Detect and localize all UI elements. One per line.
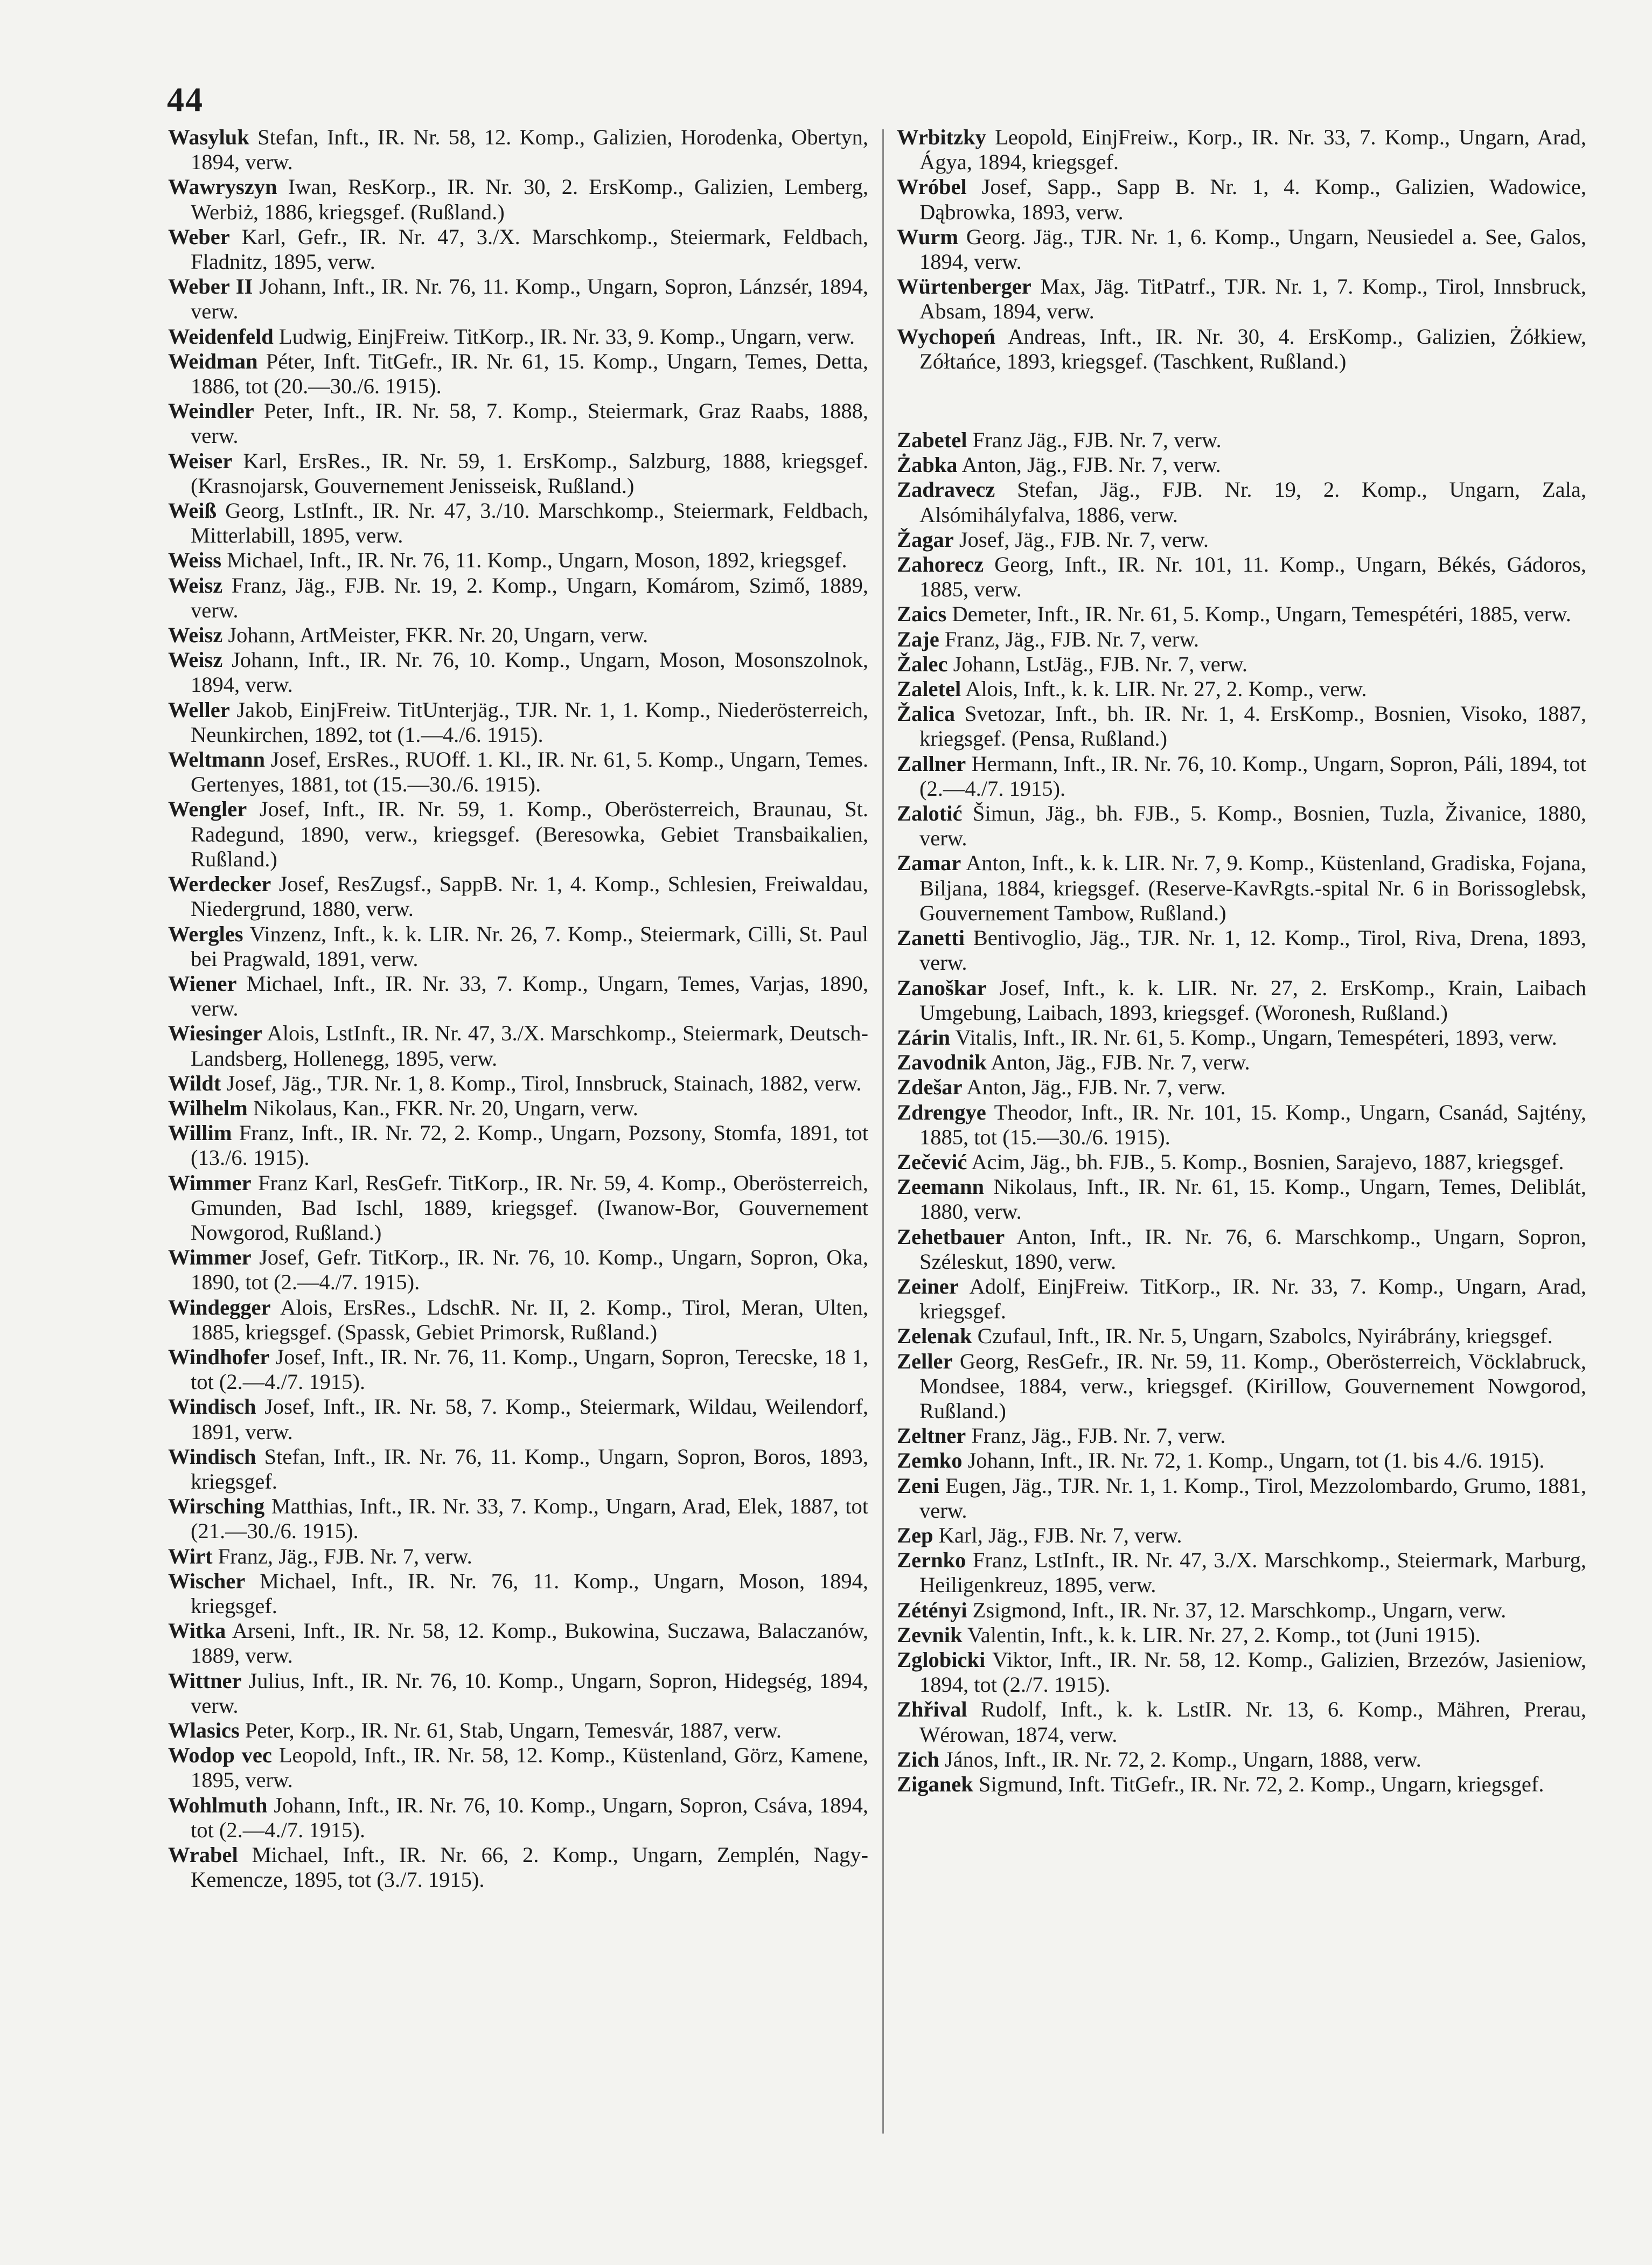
entry-surname: Wiener: [168, 971, 237, 996]
entry-details: Josef, ResZugsf., SappB. Nr. 1, 4. Komp., Schlesien, Freiwaldau, Niedergrund, 1880, verw.: [191, 872, 868, 921]
entry-details: Theodor, Inft., IR. Nr. 101, 15. Komp., Ungarn, Csanád, Sajtény, 1885, tot (15.—30./6. 1915).: [919, 1100, 1586, 1149]
entry-surname: Wodop vec: [168, 1743, 272, 1768]
register-entry: [168, 1793, 868, 1843]
entry-details: Josef, ErsRes., RUOff. 1. Kl., IR. Nr. 61, 5. Komp., Ungarn, Temes. Gertenyes, 1881, tot (15.—30./6. 1915).: [191, 747, 869, 797]
register-entry: [168, 1171, 868, 1246]
register-entry: [168, 1345, 868, 1394]
entry-surname: Weisz: [168, 573, 223, 597]
entry-details: Valentin, Inft., k. k. LIR. Nr. 27, 2. Komp., tot (Juni 1915).: [967, 1622, 1481, 1647]
entry-details: Josef, Inft., k. k. LIR. Nr. 27, 2. ErsKomp., Krain, Laibach Umgebung, Laibach, 1893, kriegsgef. (Woronesh, Rußland.): [919, 975, 1586, 1025]
entry-details: Vitalis, Inft., IR. Nr. 61, 5. Komp., Ungarn, Temespéteri, 1893, verw.: [955, 1025, 1557, 1050]
register-entry: [897, 1175, 1586, 1224]
entry-surname: Weltmann: [168, 747, 266, 772]
entry-details: Franz, Inft., IR. Nr. 72, 2. Komp., Ungarn, Pozsony, Stomfa, 1891, tot (13./6. 1915).: [191, 1121, 868, 1170]
register-entry: [168, 1669, 868, 1718]
register-entry: [897, 976, 1586, 1025]
register-entry: [897, 1474, 1586, 1523]
register-entry: [897, 324, 1586, 374]
entry-surname: Wittner: [168, 1668, 242, 1693]
entry-surname: Wergles: [168, 921, 243, 946]
entry-surname: Windisch: [168, 1444, 256, 1469]
entry-surname: Zaletel: [897, 677, 961, 701]
entry-surname: Zdrengye: [897, 1100, 986, 1124]
entry-details: Anton, Inft., IR. Nr. 76, 6. Marschkomp., Ungarn, Sopron, Széleskut, 1890, verw.: [919, 1224, 1586, 1274]
entry-details: Georg. Jäg., TJR. Nr. 1, 6. Komp., Ungarn, Neusiedel a. See, Galos, 1894, verw.: [919, 224, 1587, 274]
entry-details: Eugen, Jäg., TJR. Nr. 1, 1. Komp., Tirol, Mezzolombardo, Grumo, 1881, verw.: [919, 1473, 1587, 1523]
entry-surname: Wrbitzky: [897, 125, 986, 149]
register-entry: [168, 1071, 868, 1096]
register-entry: [168, 324, 868, 349]
register-entry: [897, 1747, 1586, 1772]
entry-surname: Wimmer: [168, 1170, 252, 1195]
register-entry: [897, 1225, 1586, 1274]
entry-surname: Wirsching: [168, 1494, 265, 1519]
entry-details: Alois, ErsRes., LdschR. Nr. II, 2. Komp., Tirol, Meran, Ulten, 1885, kriegsgef. (Spassk, Gebiet Primorsk, Rußland.): [191, 1295, 868, 1344]
entry-surname: Windisch: [168, 1394, 256, 1419]
register-entry: [168, 1096, 868, 1121]
entry-surname: Wychopeń: [897, 324, 996, 349]
entry-details: Ludwig, EinjFreiw. TitKorp., IR. Nr. 33, 9. Komp., Ungarn, verw.: [278, 324, 855, 349]
entry-details: Josef, Sapp., Sapp B. Nr. 1, 4. Komp., Galizien, Wadowice, Dąbrowka, 1893, verw.: [919, 175, 1587, 224]
entry-details: Nikolaus, Kan., FKR. Nr. 20, Ungarn, verw.: [253, 1095, 638, 1120]
register-entry: [168, 274, 868, 324]
register-entry: [897, 1050, 1586, 1075]
entry-details: Franz Jäg., FJB. Nr. 7, verw.: [972, 428, 1222, 453]
register-entry: [897, 1025, 1586, 1050]
entry-surname: Weber II: [168, 274, 253, 299]
entry-details: János, Inft., IR. Nr. 72, 2. Komp., Ungarn, 1888, verw.: [944, 1747, 1421, 1771]
entry-surname: Žagar: [897, 527, 954, 552]
register-entry: [168, 225, 868, 274]
entry-details: Michael, Inft., IR. Nr. 33, 7. Komp., Ungarn, Temes, Varjas, 1890, verw.: [191, 971, 868, 1021]
register-entry: [897, 1548, 1586, 1597]
register-entry: [168, 1618, 868, 1668]
entry-details: Vinzenz, Inft., k. k. LIR. Nr. 26, 7. Komp., Steiermark, Cilli, St. Paul bei Pragwald, 1891, verw.: [191, 921, 868, 971]
entry-surname: Zabetel: [897, 428, 967, 453]
entry-details: Anton, Jäg., FJB. Nr. 7, verw.: [991, 1050, 1250, 1075]
entry-surname: Zeller: [897, 1349, 953, 1373]
entry-details: Peter, Inft., IR. Nr. 58, 7. Komp., Steiermark, Graz Raabs, 1888, verw.: [191, 399, 868, 448]
register-entry: [168, 1021, 868, 1071]
register-entry: [897, 851, 1586, 926]
entry-details: Adolf, EinjFreiw. TitKorp., IR. Nr. 33, 7. Komp., Ungarn, Arad, kriegsgef.: [919, 1274, 1586, 1324]
register-entry: [897, 1423, 1586, 1448]
entry-surname: Wiesinger: [168, 1021, 262, 1046]
entry-details: Karl, Gefr., IR. Nr. 47, 3./X. Marschkomp., Steiermark, Feldbach, Fladnitz, 1895, verw.: [191, 224, 869, 274]
register-entry: [897, 1349, 1586, 1424]
entry-details: Leopold, EinjFreiw., Korp., IR. Nr. 33, 7. Komp., Ungarn, Arad, Ágya, 1894, kriegsgef.: [919, 125, 1586, 175]
entry-surname: Wlasics: [168, 1718, 240, 1742]
entry-details: Acim, Jäg., bh. FJB., 5. Komp., Bosnien, Sarajevo, 1887, kriegsgef.: [971, 1149, 1564, 1174]
entry-details: Franz, Jäg., FJB. Nr. 7, verw.: [218, 1544, 472, 1568]
entry-details: Michael, Inft., IR. Nr. 66, 2. Komp., Ungarn, Zemplén, Nagy-Kemencze, 1895, tot (3./7. 1915).: [191, 1843, 868, 1892]
entry-details: Andreas, Inft., IR. Nr. 30, 4. ErsKomp., Galizien, Żółkiew, Zółtańce, 1893, kriegsgef. (Taschkent, Rußland.): [919, 324, 1586, 373]
register-entry: [168, 1295, 868, 1345]
right-column-bottom-block: [897, 428, 1586, 1797]
entry-details: Anton, Jäg., FJB. Nr. 7, verw.: [966, 1075, 1226, 1100]
register-entry: [897, 125, 1586, 175]
register-entry: [897, 527, 1586, 552]
entry-surname: Zaje: [897, 627, 939, 651]
entry-surname: Wirt: [168, 1544, 213, 1568]
register-entry: [897, 225, 1586, 274]
entry-details: Zsigmond, Inft., IR. Nr. 37, 12. Marschkomp., Ungarn, verw.: [972, 1597, 1507, 1622]
entry-surname: Willim: [168, 1121, 232, 1145]
entry-details: Stefan, Jäg., FJB. Nr. 19, 2. Komp., Ungarn, Zala, Alsómihályfalva, 1886, verw.: [919, 477, 1587, 527]
entry-details: Peter, Korp., IR. Nr. 61, Stab, Ungarn, Temesvár, 1887, verw.: [245, 1718, 782, 1742]
register-entry: [168, 349, 868, 399]
entry-details: Stefan, Inft., IR. Nr. 58, 12. Komp., Galizien, Horodenka, Obertyn, 1894, verw.: [191, 125, 868, 175]
entry-details: Karl, Jäg., FJB. Nr. 7, verw.: [938, 1523, 1182, 1547]
register-entry: [168, 498, 868, 548]
register-entry: [168, 1743, 868, 1792]
register-entry: [168, 623, 868, 648]
register-entry: [897, 1075, 1586, 1100]
entry-details: Georg, LstInft., IR. Nr. 47, 3./10. Marschkomp., Steiermark, Feldbach, Mitterlabill, 1895, verw.: [191, 498, 868, 548]
entry-surname: Weber: [168, 224, 230, 249]
entry-details: Johann, Inft., IR. Nr. 76, 10. Komp., Ungarn, Moson, Mosonszolnok, 1894, verw.: [191, 648, 869, 697]
register-entry: [897, 1772, 1586, 1797]
entry-details: Franz, Jäg., FJB. Nr. 7, verw.: [944, 627, 1199, 651]
entry-details: Viktor, Inft., IR. Nr. 58, 12. Komp., Galizien, Brzezów, Jasieniow, 1894, tot (2./7. 1915).: [919, 1647, 1586, 1697]
entry-surname: Zeltner: [897, 1423, 966, 1448]
register-entry: [897, 477, 1586, 527]
register-entry: [168, 797, 868, 872]
entry-details: Josef, Gefr. TitKorp., IR. Nr. 76, 10. Komp., Ungarn, Sopron, Oka, 1890, tot (2.—4./7. 1915).: [191, 1245, 868, 1295]
entry-details: Josef, Jäg., FJB. Nr. 7, verw.: [959, 527, 1209, 552]
right-column: [897, 125, 1586, 1797]
register-entry: [897, 677, 1586, 701]
entry-details: Šimun, Jäg., bh. FJB., 5. Komp., Bosnien, Tuzla, Živanice, 1880, verw.: [919, 801, 1586, 851]
entry-details: Anton, Inft., k. k. LIR. Nr. 7, 9. Komp., Küstenland, Gradiska, Fojana, Biljana, 1884, kriegsgef. (Reserve-KavRgts.-spital Nr. 6 in Borissoglebsk, Gouvernement Tambow, Rußland.): [919, 851, 1587, 925]
entry-details: Rudolf, Inft., k. k. LstIR. Nr. 13, 6. Komp., Mähren, Prerau, Wérowan, 1874, verw.: [919, 1697, 1586, 1747]
entry-details: Franz Karl, ResGefr. TitKorp., IR. Nr. 59, 4. Komp., Oberösterreich, Gmunden, Bad Ischl, 1889, kriegsgef. (Iwanow-Bor, Gouvernement Nowgorod, Rußland.): [191, 1170, 869, 1245]
entry-surname: Zečević: [897, 1149, 967, 1174]
entry-surname: Zadravecz: [897, 477, 995, 502]
register-entry: [897, 1648, 1586, 1697]
register-entry: [897, 701, 1586, 751]
entry-surname: Weisz: [168, 623, 223, 648]
register-entry: [168, 1569, 868, 1618]
entry-surname: Zhřival: [897, 1697, 967, 1722]
page-number: 44: [167, 80, 204, 119]
register-entry: [168, 971, 868, 1021]
entry-details: Josef, Inft., IR. Nr. 58, 7. Komp., Steiermark, Wildau, Weilendorf, 1891, verw.: [191, 1394, 868, 1444]
entry-surname: Zernko: [897, 1548, 966, 1573]
entry-details: Czufaul, Inft., IR. Nr. 5, Ungarn, Szabolcs, Nyirábrány, kriegsgef.: [977, 1324, 1553, 1349]
entry-surname: Zeemann: [897, 1175, 984, 1199]
register-entry: [897, 926, 1586, 975]
register-entry: [897, 1324, 1586, 1349]
entry-surname: Weisz: [168, 648, 223, 672]
register-entry: [897, 1100, 1586, 1150]
register-entry: [168, 922, 868, 971]
register-entry: [168, 1843, 868, 1892]
register-entry: [897, 1448, 1586, 1473]
entry-details: Iwan, ResKorp., IR. Nr. 30, 2. ErsKomp., Galizien, Lemberg, Werbiż, 1886, kriegsgef. (Rußland.): [191, 175, 869, 224]
entry-details: Alois, LstInft., IR. Nr. 47, 3./X. Marschkomp., Steiermark, Deutsch-Landsberg, Hollenegg, 1895, verw.: [191, 1021, 868, 1071]
entry-surname: Wengler: [168, 797, 247, 822]
entry-surname: Zevnik: [897, 1622, 963, 1647]
entry-surname: Zalotić: [897, 801, 963, 826]
left-column: [168, 125, 868, 1892]
entry-surname: Weiser: [168, 448, 233, 473]
register-entry: [168, 698, 868, 747]
entry-details: Alois, Inft., k. k. LIR. Nr. 27, 2. Komp., verw.: [965, 677, 1367, 701]
column-divider: [882, 129, 884, 2134]
entry-details: Franz, Jäg., FJB. Nr. 19, 2. Komp., Ungarn, Komárom, Szimő, 1889, verw.: [191, 573, 868, 622]
entry-surname: Zep: [897, 1523, 933, 1547]
entry-surname: Zavodnik: [897, 1050, 987, 1075]
entry-surname: Zeni: [897, 1473, 939, 1498]
entry-surname: Weidman: [168, 349, 258, 373]
entry-details: Franz, LstInft., IR. Nr. 47, 3./X. Marschkomp., Steiermark, Marburg, Heiligenkreuz, 1895, verw.: [919, 1548, 1586, 1597]
entry-surname: Wimmer: [168, 1245, 252, 1270]
entry-surname: Zich: [897, 1747, 939, 1771]
entry-surname: Wurm: [897, 224, 959, 249]
register-entry: [897, 428, 1586, 453]
entry-details: Georg, Inft., IR. Nr. 101, 11. Komp., Ungarn, Békés, Gádoros, 1885, verw.: [919, 552, 1587, 602]
entry-surname: Zahorecz: [897, 552, 984, 577]
register-entry: [168, 175, 868, 224]
section-gap: [897, 374, 1586, 428]
entry-details: Anton, Jäg., FJB. Nr. 7, verw.: [961, 453, 1221, 477]
entry-surname: Wilhelm: [168, 1095, 248, 1120]
register-entry: [168, 648, 868, 697]
entry-details: Nikolaus, Inft., IR. Nr. 61, 15. Komp., Ungarn, Temes, Deliblát, 1880, verw.: [919, 1175, 1587, 1224]
entry-surname: Zemko: [897, 1448, 963, 1473]
entry-details: Michael, Inft., IR. Nr. 76, 11. Komp., Ungarn, Moson, 1892, kriegsgef.: [227, 548, 847, 573]
entry-surname: Würtenberger: [897, 274, 1031, 299]
entry-surname: Werdecker: [168, 872, 271, 897]
entry-surname: Żabka: [897, 453, 958, 477]
entry-details: Arseni, Inft., IR. Nr. 58, 12. Komp., Bukowina, Suczawa, Balaczanów, 1889, verw.: [191, 1618, 868, 1668]
register-entry: [168, 747, 868, 797]
entry-surname: Zétényi: [897, 1597, 967, 1622]
register-entry: [897, 552, 1586, 602]
register-entry: [168, 1544, 868, 1569]
entry-details: Johann, Inft., IR. Nr. 72, 1. Komp., Ungarn, tot (1. bis 4./6. 1915).: [967, 1448, 1545, 1473]
entry-details: Stefan, Inft., IR. Nr. 76, 11. Komp., Ungarn, Sopron, Boros, 1893, kriegsgef.: [191, 1444, 869, 1493]
entry-surname: Witka: [168, 1618, 226, 1643]
entry-surname: Wawryszyn: [168, 175, 277, 199]
register-entry: [897, 801, 1586, 851]
entry-surname: Zamar: [897, 851, 961, 876]
entry-details: Johann, Inft., IR. Nr. 76, 11. Komp., Ungarn, Sopron, Lánzsér, 1894, verw.: [191, 274, 868, 324]
register-entry: [168, 1718, 868, 1743]
entry-surname: Zdešar: [897, 1075, 963, 1100]
register-entry: [897, 175, 1586, 224]
entry-surname: Wohlmuth: [168, 1792, 268, 1817]
entry-details: Leopold, Inft., IR. Nr. 58, 12. Komp., Küstenland, Görz, Kamene, 1895, verw.: [191, 1743, 869, 1792]
register-entry: [897, 1598, 1586, 1623]
entry-details: Josef, Inft., IR. Nr. 76, 11. Komp., Ungarn, Sopron, Terecske, 18 1, tot (2.—4./7. 1915).: [191, 1344, 868, 1394]
right-column-top-block: [897, 125, 1586, 374]
entry-details: Josef, Inft., IR. Nr. 59, 1. Komp., Oberösterreich, Braunau, St. Radegund, 1890, verw., kriegsgef. (Beresowka, Gebiet Transbaikalien, Rußland.): [191, 797, 868, 871]
entry-details: Karl, ErsRes., IR. Nr. 59, 1. ErsKomp., Salzburg, 1888, kriegsgef. (Krasnojarsk, Gouvernement Jenisseisk, Rußland.): [191, 448, 869, 498]
register-entry: [897, 453, 1586, 477]
entry-details: Sigmund, Inft. TitGefr., IR. Nr. 72, 2. Komp., Ungarn, kriegsgef.: [978, 1772, 1544, 1796]
entry-surname: Zelenak: [897, 1324, 972, 1349]
register-entry: [897, 274, 1586, 324]
entry-details: Michael, Inft., IR. Nr. 76, 11. Komp., Ungarn, Moson, 1894, kriegsgef.: [191, 1568, 869, 1618]
register-entry: [897, 752, 1586, 801]
entry-surname: Žalec: [897, 651, 948, 676]
entry-surname: Weiss: [168, 548, 222, 573]
entry-surname: Weiß: [168, 498, 217, 523]
entry-surname: Weller: [168, 697, 230, 722]
entry-surname: Windhofer: [168, 1344, 270, 1369]
entry-details: Johann, Inft., IR. Nr. 76, 10. Komp., Ungarn, Sopron, Csáva, 1894, tot (2.—4./7. 1915).: [191, 1792, 868, 1842]
entry-details: Georg, ResGefr., IR. Nr. 59, 11. Komp., Oberösterreich, Vöcklabruck, Mondsee, 1884, verw., kriegsgef. (Kirillow, Gouvernement Nowgorod, Rußland.): [919, 1349, 1587, 1423]
register-entry: [168, 1121, 868, 1170]
register-entry: [897, 602, 1586, 627]
register-entry: [168, 573, 868, 623]
entry-surname: Zallner: [897, 751, 966, 776]
entry-surname: Zárin: [897, 1025, 951, 1050]
entry-surname: Ziganek: [897, 1772, 973, 1796]
entry-details: Hermann, Inft., IR. Nr. 76, 10. Komp., Ungarn, Sopron, Páli, 1894, tot (2.—4./7. 1915).: [919, 751, 1587, 801]
entry-details: Max, Jäg. TitPatrf., TJR. Nr. 1, 7. Komp., Tirol, Innsbruck, Absam, 1894, verw.: [919, 274, 1587, 324]
entry-surname: Windegger: [168, 1295, 271, 1319]
register-entry: [897, 627, 1586, 652]
register-entry: [168, 399, 868, 448]
register-entry: [897, 1697, 1586, 1747]
register-entry: [168, 1444, 868, 1494]
register-entry: [168, 449, 868, 498]
entry-surname: Wróbel: [897, 175, 967, 199]
register-entry: [168, 125, 868, 175]
register-entry: [897, 1523, 1586, 1548]
entry-details: Matthias, Inft., IR. Nr. 33, 7. Komp., Ungarn, Arad, Elek, 1887, tot (21.—30./6. 1915).: [191, 1494, 868, 1544]
register-entry: [168, 1394, 868, 1444]
register-entry: [897, 1274, 1586, 1324]
register-entry: [897, 1150, 1586, 1175]
entry-surname: Zeiner: [897, 1274, 959, 1298]
register-entry: [168, 1494, 868, 1544]
entry-details: Julius, Inft., IR. Nr. 76, 10. Komp., Ungarn, Sopron, Hidegség, 1894, verw.: [191, 1668, 869, 1718]
entry-details: Johann, ArtMeister, FKR. Nr. 20, Ungarn, verw.: [228, 623, 649, 648]
entry-surname: Wrabel: [168, 1843, 238, 1867]
entry-surname: Weindler: [168, 399, 254, 423]
entry-surname: Žalica: [897, 701, 955, 726]
entry-details: Jakob, EinjFreiw. TitUnterjäg., TJR. Nr. 1, 1. Komp., Niederösterreich, Neunkirchen, 1892, tot (1.—4./6. 1915).: [191, 697, 868, 747]
register-entry: [168, 872, 868, 921]
entry-details: Johann, LstJäg., FJB. Nr. 7, verw.: [953, 651, 1247, 676]
entry-surname: Zglobicki: [897, 1647, 986, 1672]
entry-details: Josef, Jäg., TJR. Nr. 1, 8. Komp., Tirol, Innsbruck, Stainach, 1882, verw.: [226, 1071, 862, 1095]
entry-surname: Zanetti: [897, 926, 965, 950]
entry-surname: Wildt: [168, 1071, 221, 1095]
entry-surname: Weidenfeld: [168, 324, 274, 349]
entry-surname: Zehetbauer: [897, 1224, 1005, 1249]
entry-details: Svetozar, Inft., bh. IR. Nr. 1, 4. ErsKomp., Bosnien, Visoko, 1887, kriegsgef. (Pensa, Rußland.): [919, 701, 1587, 751]
entry-details: Bentivoglio, Jäg., TJR. Nr. 1, 12. Komp., Tirol, Riva, Drena, 1893, verw.: [919, 926, 1586, 975]
register-entry: [168, 1245, 868, 1295]
entry-details: Franz, Jäg., FJB. Nr. 7, verw.: [971, 1423, 1226, 1448]
register-entry: [897, 652, 1586, 677]
register-entry: [897, 1623, 1586, 1648]
entry-details: Péter, Inft. TitGefr., IR. Nr. 61, 15. Komp., Ungarn, Temes, Detta, 1886, tot (20.—30./6. 1915).: [191, 349, 868, 399]
register-entry: [168, 548, 868, 573]
entry-surname: Zanoškar: [897, 975, 987, 1000]
entry-surname: Wasyluk: [168, 125, 249, 149]
entry-surname: Zaics: [897, 602, 947, 627]
entry-details: Demeter, Inft., IR. Nr. 61, 5. Komp., Ungarn, Temespétéri, 1885, verw.: [952, 602, 1571, 627]
entry-surname: Wischer: [168, 1568, 246, 1593]
